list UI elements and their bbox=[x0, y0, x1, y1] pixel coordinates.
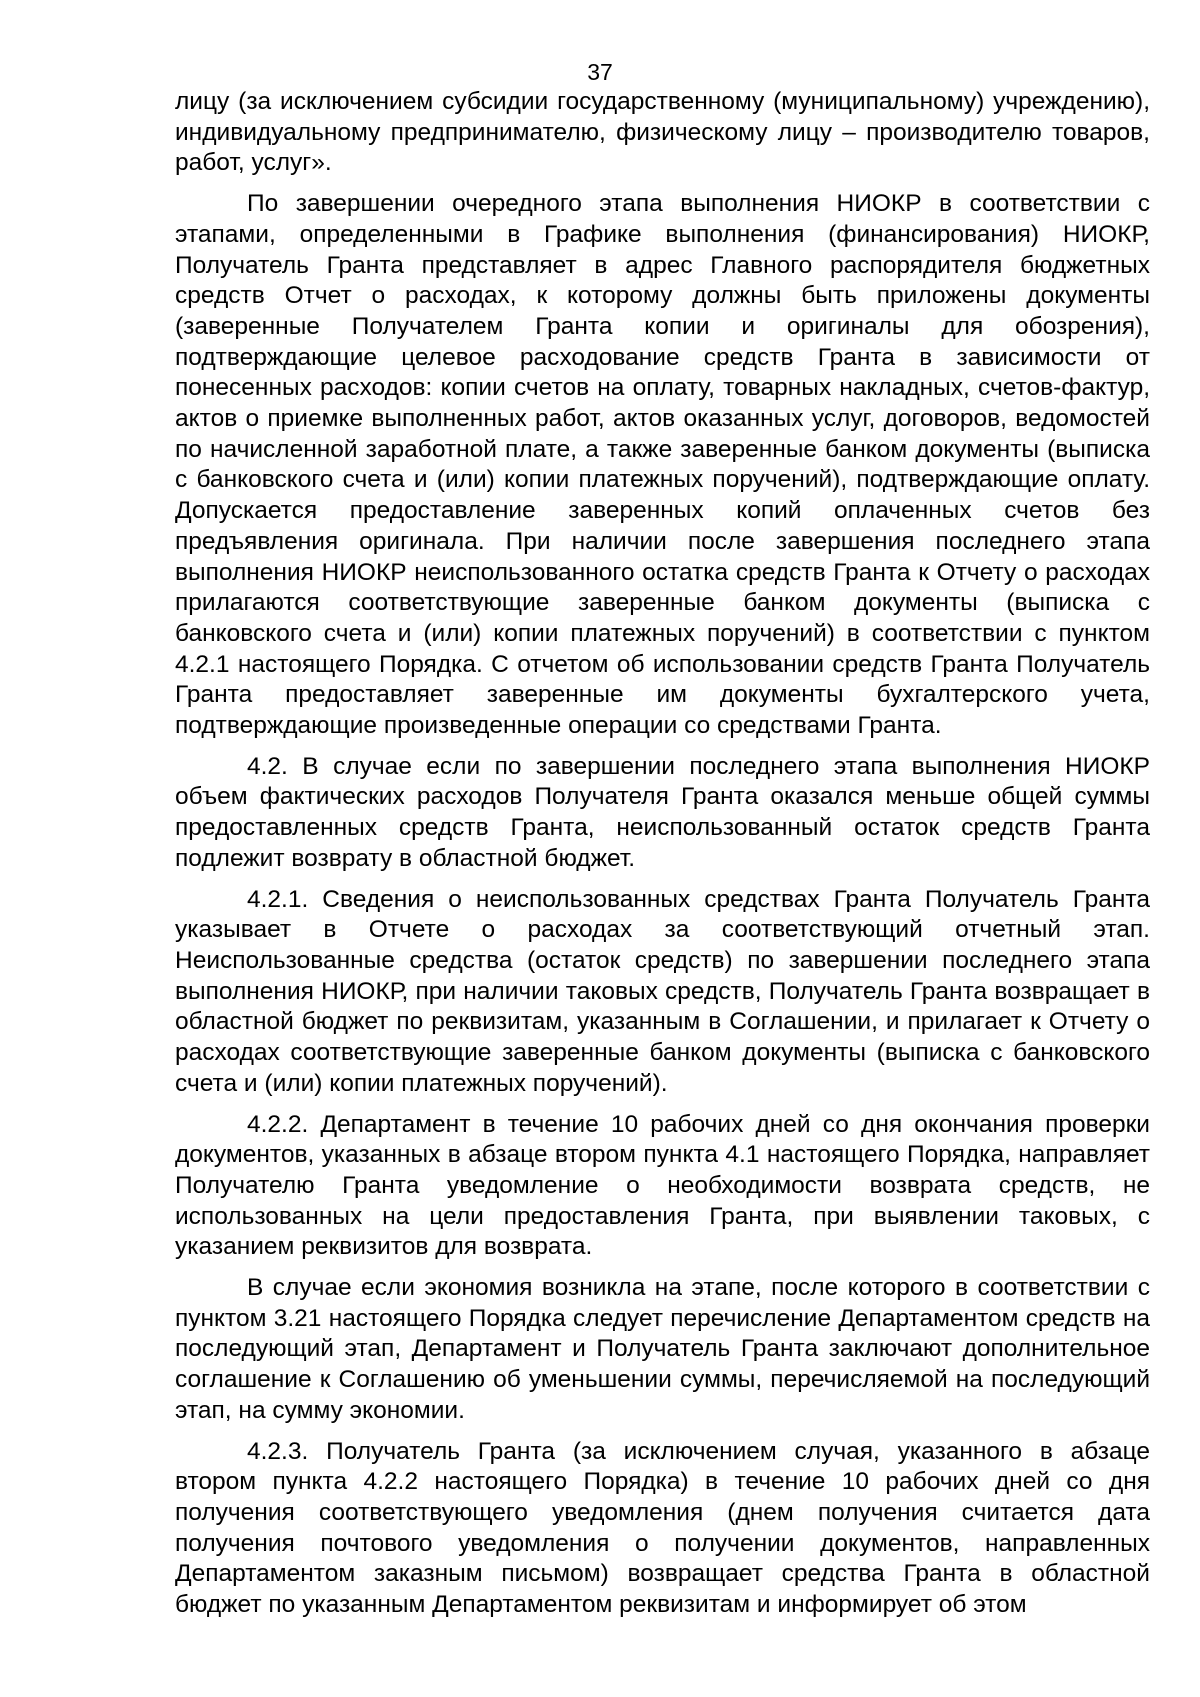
document-body bbox=[175, 87, 1150, 1631]
paragraph-4-2-3: 4.2.3. Получатель Гранта (за исключением случая, указанного в абзаце втором пункта 4.2.2 настоящего Порядка) в течение 10 рабочих дней со дня получения соответствующего уведомления (днем получения считается дата получения почтового уведомления о получении документов, направленных Департаментом заказным письмом) возвращает средства Гранта в областной бюджет по указанным Департаментом реквизитам и информирует об этом bbox=[175, 1437, 1150, 1619]
paragraph-4-2: 4.2. В случае если по завершении последнего этапа выполнения НИОКР объем фактических расходов Получателя Гранта оказался меньше общей суммы предоставленных средств Гранта, неиспользованный остаток средств Гранта подлежит возврату в областной бюджет. bbox=[175, 752, 1150, 872]
paragraph-4-2-1: 4.2.1. Сведения о неиспользованных средствах Гранта Получатель Гранта указывает в Отчете о расходах за соответствующий отчетный этап. Неиспользованные средства (остаток средств) по завершении последнего этапа выполнения НИОКР, при наличии таковых средств, Получатель Гранта возвращает в областной бюджет по реквизитам, указанным в Соглашении, и прилагает к Отчету о расходах соответствующие заверенные банком документы (выписка с банковского счета и (или) копии платежных поручений). bbox=[175, 885, 1150, 1097]
page-number: 37 bbox=[587, 59, 613, 85]
paragraph-4-2-2: 4.2.2. Департамент в течение 10 рабочих дней со дня окончания проверки документов, указанных в абзаце втором пункта 4.1 настоящего Порядка, направляет Получателю Гранта уведомление о необходимости возврата средств, не использованных на цели предоставления Гранта, при выявлении таковых, с указанием реквизитов для возврата. bbox=[175, 1110, 1150, 1261]
paragraph-continuation: лицу (за исключением субсидии государственному (муниципальному) учреждению), индивидуальному предпринимателю, физическому лицу – производителю товаров, работ, услуг». bbox=[175, 88, 1150, 177]
paragraph-economy-case: В случае если экономия возникла на этапе, после которого в соответствии с пунктом 3.21 настоящего Порядка следует перечисление Департаментом средств на последующий этап, Департамент и Получатель Гранта заключают дополнительное соглашение к Соглашению об уменьшении суммы, перечисляемой на последующий этап, на сумму экономии. bbox=[175, 1274, 1150, 1424]
paragraph-report-requirements: По завершении очередного этапа выполнения НИОКР в соответствии с этапами, определенными в Графике выполнения (финансирования) НИОКР, Получатель Гранта представляет в адрес Главного распорядителя бюджетных средств Отчет о расходах, к которому должны быть приложены документы (заверенные Получателем Гранта копии и оригиналы для обозрения), подтверждающие целевое расходование средств Гранта в зависимости от понесенных расходов: копии счетов на оплату, товарных накладных, счетов-фактур, актов о приемке выполненных работ, актов оказанных услуг, договоров, ведомостей по начисленной заработной плате, а также заверенные банком документы (выписка с банковского счета и (или) копии платежных поручений), подтверждающие оплату. Допускается предоставление заверенных копий оплаченных счетов без предъявления оригинала. При наличии после завершения последнего этапа выполнения НИОКР неиспользованного остатка средств Гранта к Отчету о расходах прилагаются соответствующие заверенные банком документы (выписка с банковского счета и (или) копии платежных поручений) в соответствии с пунктом 4.2.1 настоящего Порядка. С отчетом об использовании средств Гранта Получатель Гранта предоставляет заверенные им документы бухгалтерского учета, подтверждающие произведенные операции со средствами Гранта. bbox=[175, 190, 1150, 740]
